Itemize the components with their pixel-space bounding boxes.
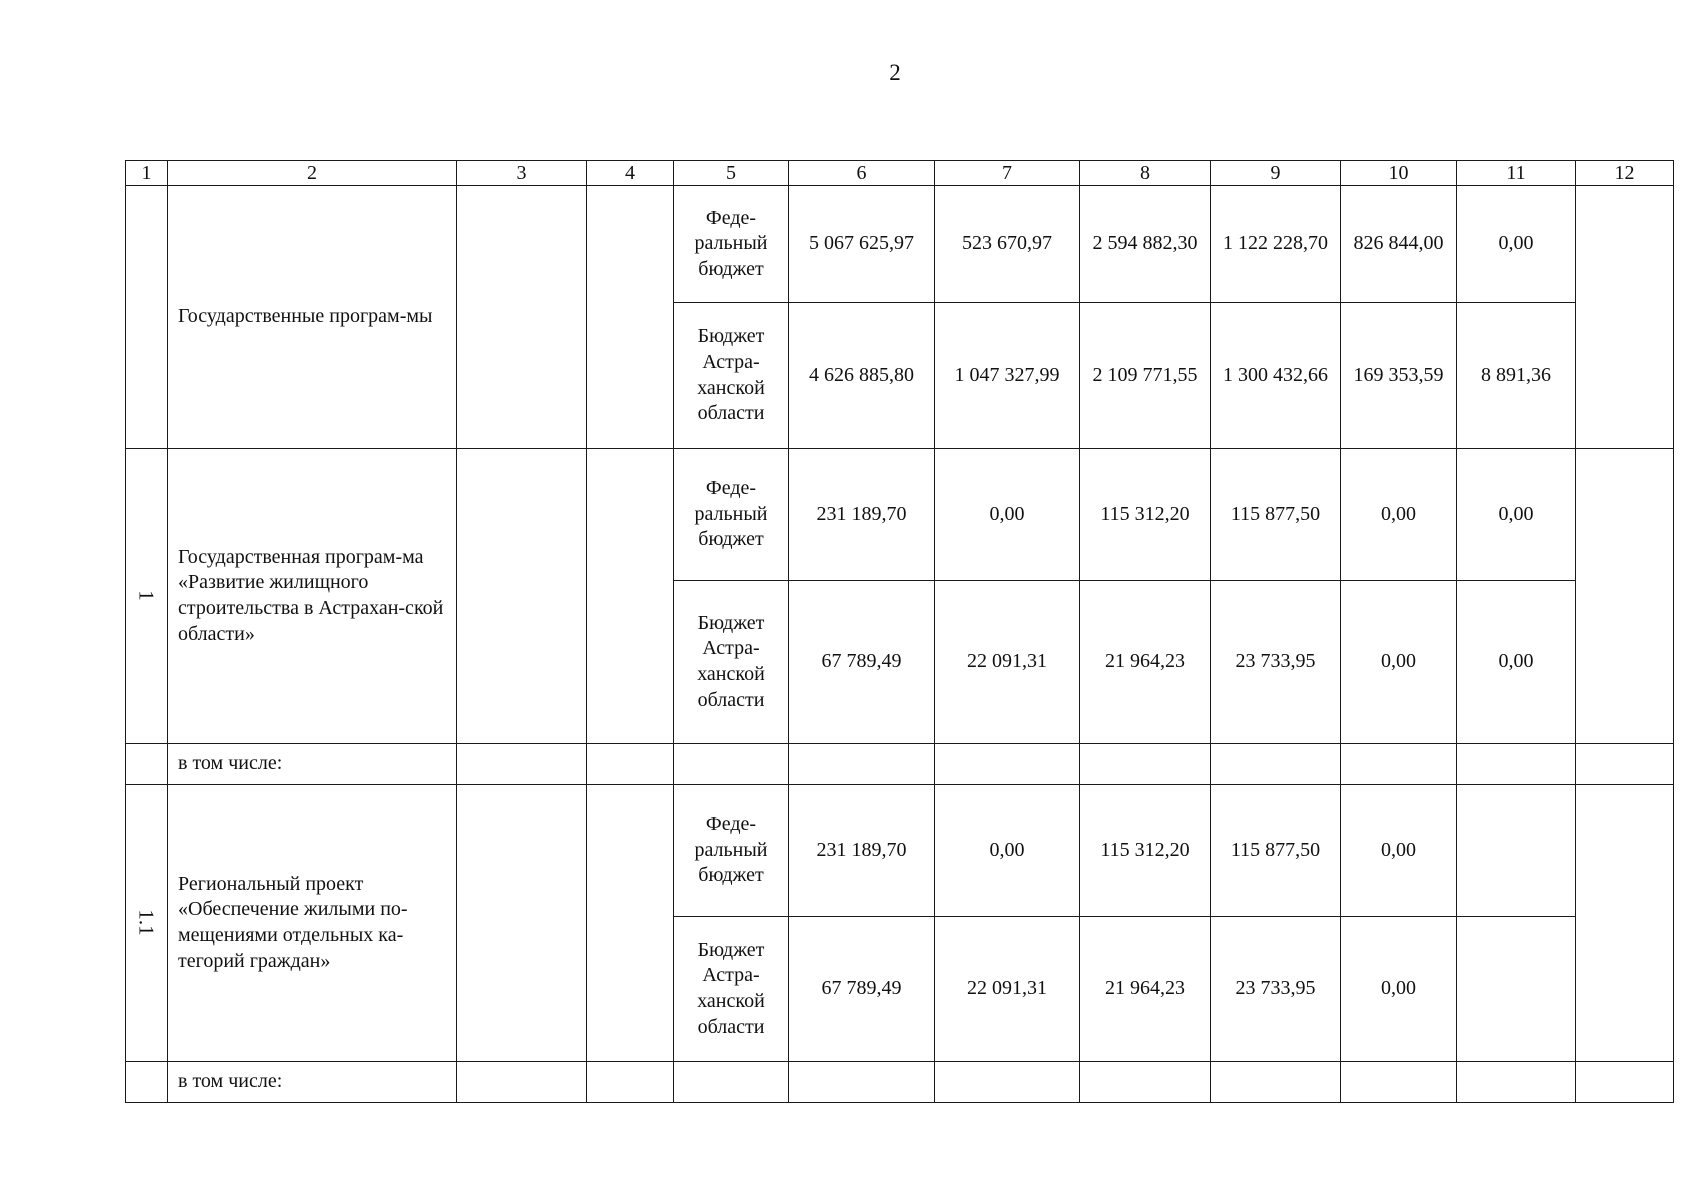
amount-cell: 22 091,31 [935, 581, 1080, 744]
empty-cell [126, 744, 168, 785]
header-cell: 8 [1080, 161, 1211, 186]
amount-cell: 1 047 327,99 [935, 303, 1080, 449]
empty-cell [789, 1062, 935, 1103]
row-number: 1 [134, 590, 159, 601]
amount-cell: 0,00 [1457, 186, 1576, 303]
amount-cell: 115 312,20 [1080, 449, 1211, 581]
program-name: Региональный проект «Обеспечение жилыми по-мещениями отдельных ка-тегорий граждан» [168, 785, 457, 1062]
row-number-cell [126, 186, 168, 449]
header-cell: 6 [789, 161, 935, 186]
empty-cell [1211, 744, 1341, 785]
row-number: 1.1 [134, 909, 159, 936]
empty-cell [457, 449, 587, 744]
amount-cell: 115 312,20 [1080, 785, 1211, 917]
header-cell: 9 [1211, 161, 1341, 186]
header-cell: 1 [126, 161, 168, 186]
empty-cell [1211, 1062, 1341, 1103]
amount-cell: 0,00 [935, 449, 1080, 581]
empty-cell [1341, 1062, 1457, 1103]
amount-cell: 0,00 [1341, 449, 1457, 581]
amount-cell: 1 122 228,70 [1211, 186, 1341, 303]
empty-cell [1080, 1062, 1211, 1103]
funding-source: Феде-ральный бюджет [674, 785, 789, 917]
amount-cell: 23 733,95 [1211, 917, 1341, 1062]
header-cell: 11 [1457, 161, 1576, 186]
header-cell: 12 [1576, 161, 1674, 186]
empty-cell [935, 1062, 1080, 1103]
empty-cell [457, 186, 587, 449]
empty-cell [587, 785, 674, 1062]
amount-cell [1457, 785, 1576, 917]
amount-cell: 67 789,49 [789, 917, 935, 1062]
empty-cell [674, 1062, 789, 1103]
including-label: в том числе: [168, 744, 457, 785]
including-row [126, 744, 1674, 785]
funding-source: Феде-ральный бюджет [674, 449, 789, 581]
header-cell: 5 [674, 161, 789, 186]
amount-cell: 21 964,23 [1080, 581, 1211, 744]
funding-source: Бюджет Астра-ханской области [674, 303, 789, 449]
amount-cell: 0,00 [935, 785, 1080, 917]
amount-cell: 231 189,70 [789, 449, 935, 581]
amount-cell: 22 091,31 [935, 917, 1080, 1062]
program-name: Государственные програм-мы [168, 186, 457, 449]
empty-cell [587, 449, 674, 744]
funding-source: Бюджет Астра-ханской области [674, 917, 789, 1062]
empty-cell [1341, 744, 1457, 785]
empty-cell [587, 744, 674, 785]
amount-cell: 8 891,36 [1457, 303, 1576, 449]
budget-table [125, 160, 1674, 1103]
header-cell: 10 [1341, 161, 1457, 186]
empty-cell [1576, 744, 1674, 785]
amount-cell: 0,00 [1457, 449, 1576, 581]
page-number: 2 [889, 60, 901, 85]
amount-cell: 169 353,59 [1341, 303, 1457, 449]
empty-cell [1457, 1062, 1576, 1103]
amount-cell: 67 789,49 [789, 581, 935, 744]
table-row [126, 785, 1674, 917]
empty-cell [674, 744, 789, 785]
empty-cell [789, 744, 935, 785]
amount-cell: 826 844,00 [1341, 186, 1457, 303]
funding-source: Феде-ральный бюджет [674, 186, 789, 303]
amount-cell: 115 877,50 [1211, 449, 1341, 581]
funding-source: Бюджет Астра-ханской области [674, 581, 789, 744]
empty-cell [126, 1062, 168, 1103]
empty-cell [587, 186, 674, 449]
amount-cell: 0,00 [1341, 917, 1457, 1062]
amount-cell: 4 626 885,80 [789, 303, 935, 449]
empty-cell [1080, 744, 1211, 785]
header-cell: 7 [935, 161, 1080, 186]
amount-cell: 0,00 [1457, 581, 1576, 744]
amount-cell [1457, 917, 1576, 1062]
including-row [126, 1062, 1674, 1103]
table-row [126, 186, 1674, 303]
program-name: Государственная програм-ма «Развитие жилищного строительства в Астрахан-ской области» [168, 449, 457, 744]
empty-cell [1576, 1062, 1674, 1103]
table-row [126, 449, 1674, 581]
header-cell: 4 [587, 161, 674, 186]
amount-cell: 115 877,50 [1211, 785, 1341, 917]
row-number-cell [126, 449, 168, 744]
empty-cell [457, 1062, 587, 1103]
empty-cell [587, 1062, 674, 1103]
including-label: в том числе: [168, 1062, 457, 1103]
amount-cell: 231 189,70 [789, 785, 935, 917]
header-cell: 3 [457, 161, 587, 186]
empty-cell [1576, 186, 1674, 449]
amount-cell: 23 733,95 [1211, 581, 1341, 744]
empty-cell [935, 744, 1080, 785]
amount-cell: 0,00 [1341, 581, 1457, 744]
empty-cell [1576, 785, 1674, 1062]
amount-cell: 2 594 882,30 [1080, 186, 1211, 303]
amount-cell: 2 109 771,55 [1080, 303, 1211, 449]
amount-cell: 0,00 [1341, 785, 1457, 917]
empty-cell [1576, 449, 1674, 744]
amount-cell: 5 067 625,97 [789, 186, 935, 303]
empty-cell [457, 744, 587, 785]
empty-cell [1457, 744, 1576, 785]
header-cell: 2 [168, 161, 457, 186]
amount-cell: 21 964,23 [1080, 917, 1211, 1062]
amount-cell: 523 670,97 [935, 186, 1080, 303]
amount-cell: 1 300 432,66 [1211, 303, 1341, 449]
header-row [126, 161, 1674, 186]
empty-cell [457, 785, 587, 1062]
row-number-cell [126, 785, 168, 1062]
